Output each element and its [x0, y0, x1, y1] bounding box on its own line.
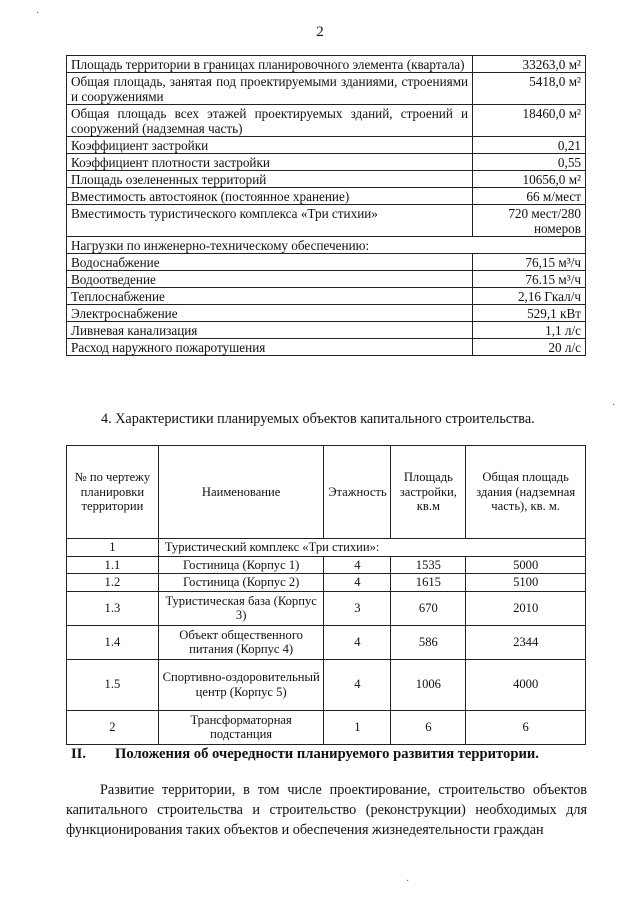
- indicator-value: 18460,0 м²: [473, 105, 586, 137]
- load-label: Водоотведение: [67, 271, 473, 288]
- table-row: [67, 591, 586, 625]
- indicator-value: 0,55: [473, 154, 586, 171]
- row-number: 1.5: [67, 659, 159, 710]
- section-2-title: [71, 746, 539, 763]
- load-label: Ливневая канализация: [67, 322, 473, 339]
- row-floors: 1: [324, 710, 391, 744]
- indicator-label: Вместимость туристического комплекса «Три стихии»: [67, 205, 473, 237]
- row-footprint: 6: [391, 710, 466, 744]
- row-number: 1.3: [67, 591, 159, 625]
- indicator-row: [67, 188, 586, 205]
- load-value: 76,15 м³/ч: [473, 254, 586, 271]
- indicator-label: Вместимость автостоянок (постоянное хранение): [67, 188, 473, 205]
- characteristics-table: [66, 445, 586, 745]
- loads-header: Нагрузки по инженерно-техническому обеспечению:: [67, 237, 586, 254]
- indicator-value: 5418,0 м²: [473, 73, 586, 105]
- indicator-row: [67, 154, 586, 171]
- row-floors: 4: [324, 574, 391, 592]
- indicator-value: 10656,0 м²: [473, 171, 586, 188]
- table-row: [67, 659, 586, 710]
- table-row: [67, 574, 586, 592]
- row-number: 2: [67, 710, 159, 744]
- row-name: Объект общественного питания (Корпус 4): [158, 625, 324, 659]
- indicator-row: [67, 56, 586, 73]
- load-value: 2,16 Гкал/ч: [473, 288, 586, 305]
- row-floors: 4: [324, 556, 391, 574]
- load-row: [67, 288, 586, 305]
- row-footprint: 586: [391, 625, 466, 659]
- indicator-value: 0,21: [473, 137, 586, 154]
- indicator-row: [67, 73, 586, 105]
- load-label: Теплоснабжение: [67, 288, 473, 305]
- row-total-area: 2010: [466, 591, 586, 625]
- indicator-value: 33263,0 м²: [473, 56, 586, 73]
- body-paragraph: Развитие территории, в том числе проектирование, строительство объектов капитального строительства и строительство (реконструкции) необходимых для функционирования таких объектов и обеспечения жизнедеятельности граждан: [66, 782, 587, 838]
- indicator-value: 66 м/мест: [473, 188, 586, 205]
- load-row: [67, 254, 586, 271]
- indicator-label: Площадь территории в границах планировочного элемента (квартала): [67, 56, 473, 73]
- row-name: Трансформаторная подстанция: [158, 710, 324, 744]
- header-name: Наименование: [158, 446, 324, 539]
- table-row: [67, 556, 586, 574]
- row-total-area: 5100: [466, 574, 586, 592]
- indicator-row: [67, 171, 586, 188]
- indicator-label: Площадь озелененных территорий: [67, 171, 473, 188]
- header-floors: Этажность: [324, 446, 391, 539]
- load-row: [67, 305, 586, 322]
- scan-speck: ·: [36, 8, 40, 19]
- indicator-value: 720 мест/280 номеров: [473, 205, 586, 237]
- row-name: Гостиница (Корпус 1): [158, 556, 324, 574]
- group-row: [67, 539, 586, 557]
- row-name: Спортивно-оздоровительный центр (Корпус 5): [158, 659, 324, 710]
- header-total-area: Общая площадь здания (надземная часть), кв. м.: [466, 446, 586, 539]
- indicator-label: Коэффициент плотности застройки: [67, 154, 473, 171]
- row-footprint: 670: [391, 591, 466, 625]
- load-value: 529,1 кВт: [473, 305, 586, 322]
- row-total-area: 6: [466, 710, 586, 744]
- row-number: 1.4: [67, 625, 159, 659]
- indicators-table: [66, 55, 586, 356]
- group-number: 1: [67, 539, 159, 557]
- load-row: [67, 271, 586, 288]
- group-name: Туристический комплекс «Три стихии»:: [158, 539, 585, 557]
- indicator-label: Общая площадь всех этажей проектируемых зданий, строений и сооружений (надземная часть): [67, 105, 473, 137]
- row-floors: 4: [324, 625, 391, 659]
- scan-speck: ·: [612, 400, 616, 411]
- header-number: № по чертежу планировки территории: [67, 446, 159, 539]
- row-footprint: 1615: [391, 574, 466, 592]
- section-2-number: II.: [71, 746, 87, 762]
- row-number: 1.1: [67, 556, 159, 574]
- table-row: [67, 710, 586, 744]
- indicator-row: [67, 205, 586, 237]
- row-footprint: 1535: [391, 556, 466, 574]
- row-name: Гостиница (Корпус 2): [158, 574, 324, 592]
- load-label: Расход наружного пожаротушения: [67, 339, 473, 356]
- load-row: [67, 339, 586, 356]
- indicator-row: [67, 105, 586, 137]
- load-row: [67, 322, 586, 339]
- indicator-row: [67, 137, 586, 154]
- indicator-label: Общая площадь, занятая под проектируемыми зданиями, строениями и сооружениями: [67, 73, 473, 105]
- row-footprint: 1006: [391, 659, 466, 710]
- row-floors: 4: [324, 659, 391, 710]
- row-number: 1.2: [67, 574, 159, 592]
- load-value: 20 л/с: [473, 339, 586, 356]
- load-label: Водоснабжение: [67, 254, 473, 271]
- indicator-label: Коэффициент застройки: [67, 137, 473, 154]
- load-value: 1,1 л/с: [473, 322, 586, 339]
- load-label: Электроснабжение: [67, 305, 473, 322]
- row-name: Туристическая база (Корпус 3): [158, 591, 324, 625]
- table-header-row: [67, 446, 586, 539]
- load-value: 76.15 м³/ч: [473, 271, 586, 288]
- section-2-text: Положения об очередности планируемого развития территории.: [115, 746, 539, 762]
- page-number: 2: [316, 24, 324, 40]
- row-total-area: 2344: [466, 625, 586, 659]
- row-total-area: 5000: [466, 556, 586, 574]
- row-floors: 3: [324, 591, 391, 625]
- row-total-area: 4000: [466, 659, 586, 710]
- loads-header-row: [67, 237, 586, 254]
- table-row: [67, 625, 586, 659]
- header-footprint: Площадь застройки, кв.м: [391, 446, 466, 539]
- section-4-heading: 4. Характеристики планируемых объектов капитального строительства.: [101, 411, 535, 427]
- scan-speck: ·: [406, 876, 410, 887]
